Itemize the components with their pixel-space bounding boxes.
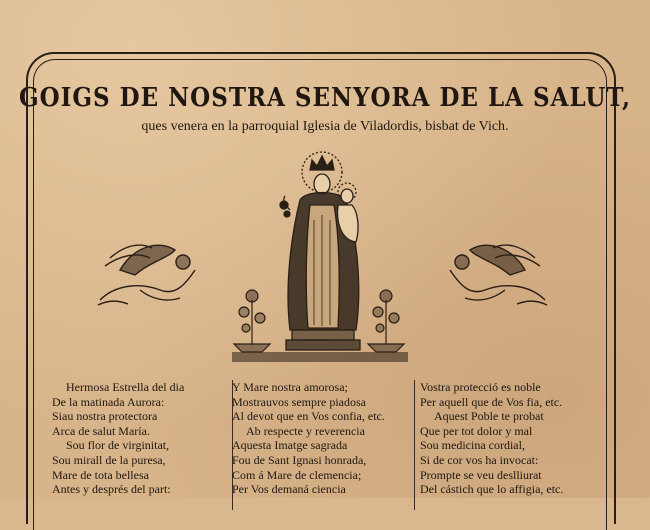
verse-line: Per aquell que de Vos fia, etc. xyxy=(420,394,563,409)
verse-line: De la matinada Aurora: xyxy=(52,394,165,409)
right-angel-icon xyxy=(450,245,547,305)
verse-line: Hermosa Estrella del dia xyxy=(66,380,185,394)
verse-line: Del cástich que lo affigia, etc. xyxy=(420,482,564,497)
verse-column-1 xyxy=(52,380,184,497)
verse-line: Aquesta Imatge sagrada xyxy=(232,438,348,453)
verse-line: Mare de tota bellesa xyxy=(52,467,149,482)
verse-line: Vostra protecció es noble xyxy=(420,380,541,394)
verse-line: Sou mirall de la puresa, xyxy=(52,452,166,467)
verse-line: Prompte se veu deslliurat xyxy=(420,467,542,482)
verse-line: Al devot que en Vos confia, etc. xyxy=(232,409,385,424)
verse-line: Ab respecte y reverencia xyxy=(246,423,365,438)
verse-line: Sou medicina cordial, xyxy=(420,438,525,453)
verse-line: Fou de Sant Ignasi honrada, xyxy=(232,452,367,467)
verse-line: Aquest Poble te probat xyxy=(434,409,544,424)
verse-line: Siau nostra protectora xyxy=(52,409,158,424)
right-vase-icon xyxy=(368,290,404,352)
page-subtitle: ques venera en la parroquial Iglesia de Viladordis, bisbat de Vich. xyxy=(141,119,509,134)
verse-line: Per Vos demaná ciencia xyxy=(232,482,346,497)
column-divider xyxy=(414,380,415,510)
verse-column-2 xyxy=(232,380,385,497)
verse-line: Antes y després del part: xyxy=(52,482,171,497)
page-title: GOIGS DE NOSTRA SENYORA DE LA SALUT, xyxy=(18,81,632,114)
verse-line: Y Mare nostra amorosa; xyxy=(232,380,348,394)
verse-column-3 xyxy=(420,380,563,497)
pedestal-band xyxy=(232,352,408,362)
verse-line: Com á Mare de clemencia; xyxy=(232,467,362,482)
madonna-and-child-icon xyxy=(280,152,360,350)
verse-line: Arca de salut María. xyxy=(52,423,150,438)
verse-line: Sou flor de virginitat, xyxy=(66,438,170,453)
left-angel-icon xyxy=(98,245,195,305)
verse-line: Que per tot dolor y mal xyxy=(420,423,533,438)
verse-line: Si de cor vos ha invocat: xyxy=(420,452,539,467)
verse-line: Mostrauvos sempre piadosa xyxy=(232,394,366,409)
left-vase-icon xyxy=(234,290,270,352)
